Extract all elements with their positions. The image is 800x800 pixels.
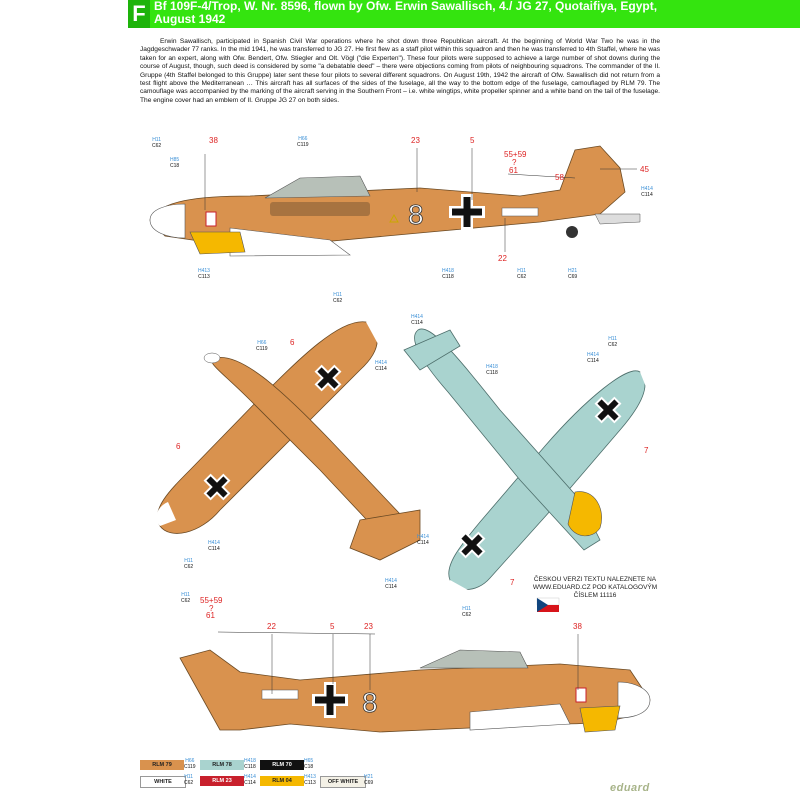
code-h85-c18: H85 C18: [170, 157, 180, 169]
callout-6-left: 6: [176, 442, 181, 451]
code-mid-b2: H418 C118: [486, 364, 498, 376]
code-mid-a2: H66 C119: [256, 340, 268, 352]
code-mid-a6: H414 C114: [385, 578, 397, 590]
profile-letter: F: [128, 0, 150, 28]
swatch-rlm04: RLM 04: [260, 776, 304, 786]
swatch-rlm78-codes: H418 C118: [244, 758, 256, 770]
callout-question: ?: [512, 158, 517, 167]
swatch-rlm70-codes: H65 C18: [304, 758, 314, 770]
code-mid-a4: H414 C114: [208, 540, 220, 552]
czech-note: ČESKOU VERZI TEXTU NALEZNETE NA WWW.EDUARD.CZ POD KATALOGOVÝM ČÍSLEM 11116: [532, 576, 658, 599]
code-mid-b1: H414 C114: [411, 314, 423, 326]
code-mid-b5: H414 C114: [417, 534, 429, 546]
callout-question-bottom: ?: [209, 604, 214, 613]
code-mid-a3: H414 C114: [375, 360, 387, 372]
side-number-top: 8: [408, 199, 424, 230]
description-text: Erwin Sawallisch, participated in Spanish Civil War operations where he shot down three Republican aircraft. At the beginning of World War Two he was in the Jagdgeschwader 77 ranks. In the mid 1941, he was transferred to JG 27. He first flew as a staff pilot within this squadron and then he was transferred to 4th Staffel, where he was taken for an expert, along with Ofw. Bendert, Ofw. Stiegler and Olt. Vögl ("die Experten"). These four pilots were supposed to achieve a large number of shot downs during the course of August, though, such deed is considered by some "a debatable deed" – there were objections coming from pilots of neighbouring squadrons. The commander of the II. Gruppe (4th Staffel belonged to this Gruppe) later sent these four pilots to several different squadrons. On August 19th, 1942 the aircraft of Ofw. Sawallisch did not return from a test flight above the Mediterranean … This aircraft has all surfaces of the sides of the fuselage, all the way to the bottom edge of the fuselage, camouflaged by RLM 79. The camouflage was accompanied by the marking of the aircraft serving in the Southern Front – i.e. white wingtips, white propeller spinner and a white band on the tail of the fuselage. The engine cover had an emblem of II. Gruppe JG 27 on both sides.: [140, 38, 660, 104]
swatch-rlm23-codes: H414 C114: [244, 774, 256, 786]
code-mid-a1: H11 C62: [333, 292, 343, 304]
czech-flag: [537, 598, 559, 612]
swatch-rlm79-codes: H66 C119: [184, 758, 196, 770]
code-h418-c118: H418 C118: [442, 268, 454, 280]
upper-surface-view: [156, 321, 420, 560]
callout-38: 38: [209, 136, 218, 145]
swatch-off-white-codes: H21 C69: [364, 774, 374, 786]
callout-7-lower: 7: [510, 578, 515, 587]
swatch-white-codes: H11 C62: [184, 774, 194, 786]
lower-surface-view: [404, 329, 652, 594]
callout-6-upper: 6: [290, 338, 295, 347]
swatch-rlm04-codes: H413 C113: [304, 774, 316, 786]
code-h11-c62-b: H11 C62: [517, 268, 527, 280]
code-mid-a5: H11 C62: [184, 558, 194, 570]
code-mid-b4: H414 C114: [587, 352, 599, 364]
callout-7-right: 7: [644, 446, 649, 455]
callout-58: 58: [555, 173, 564, 182]
callout-61-bottom: 61: [206, 611, 215, 620]
side-number-bottom: 8: [362, 687, 378, 718]
code-mid-b6: H11 C62: [462, 606, 472, 618]
code-h66-c119: H66 C119: [297, 136, 309, 148]
page-title: Bf 109F-4/Trop, W. Nr. 8596, flown by Ofw. Erwin Sawallisch, 4./ JG 27, Quotaifiya, Egypt, August 1942: [154, 0, 658, 26]
code-mid-b3: H11 C62: [608, 336, 618, 348]
swatch-rlm79: RLM 79: [140, 760, 184, 770]
code-h11-c62: H11 C62: [152, 137, 162, 149]
callout-23: 23: [411, 136, 420, 145]
callout-22: 22: [498, 254, 507, 263]
callout-5: 5: [470, 136, 475, 145]
brand-logo: eduard: [610, 782, 650, 794]
code-h21-c69: H21 C69: [568, 268, 578, 280]
callout-45: 45: [640, 165, 649, 174]
swatch-white: WHITE: [140, 776, 186, 788]
side-profile-left: [150, 146, 640, 256]
swatch-off-white: OFF WHITE: [320, 776, 366, 788]
code-h413-c113: H413 C113: [198, 268, 210, 280]
swatch-rlm23: RLM 23: [200, 776, 244, 786]
side-profile-right: [180, 632, 650, 732]
callout-55-59: 55+59: [504, 150, 527, 159]
callout-23-bottom: 23: [364, 622, 373, 631]
code-bottom-d1: H11 C62: [181, 592, 191, 604]
code-h414-c114: H414 C114: [641, 186, 653, 198]
callout-55-59-bottom: 55+59: [200, 596, 223, 605]
callout-38-bottom: 38: [573, 622, 582, 631]
callout-22-bottom: 22: [267, 622, 276, 631]
swatch-rlm70: RLM 70: [260, 760, 304, 770]
callout-5-bottom: 5: [330, 622, 335, 631]
callout-61: 61: [509, 166, 518, 175]
swatch-rlm78: RLM 78: [200, 760, 244, 770]
